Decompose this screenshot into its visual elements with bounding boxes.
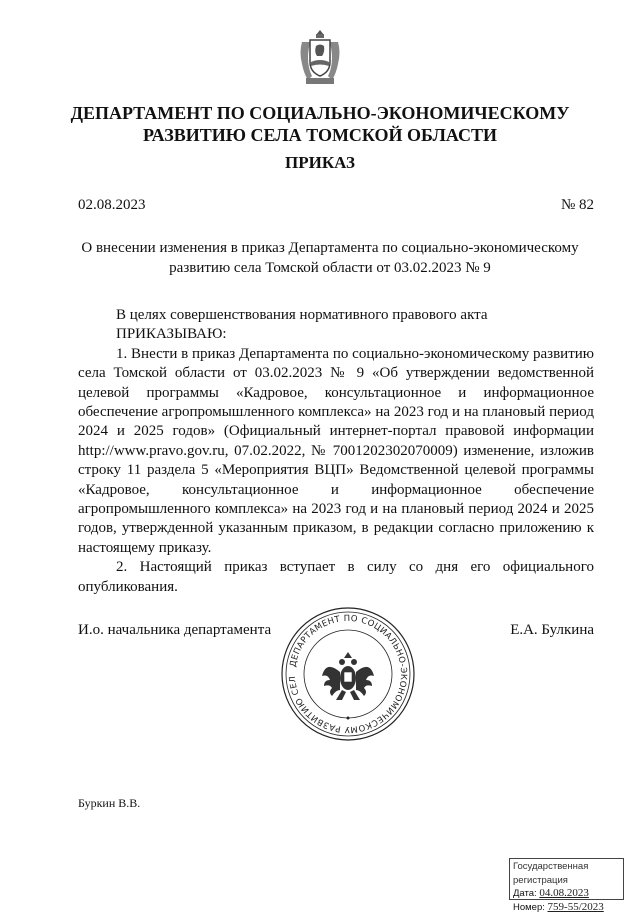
order-date: 02.08.2023 bbox=[78, 197, 146, 213]
document-type: ПРИКАЗ bbox=[285, 153, 355, 172]
subject-line2: развитию села Томской области от 03.02.2023 № 9 bbox=[169, 260, 491, 276]
registration-number: 759-55/2023 bbox=[547, 900, 604, 913]
registration-number-label: Номер: bbox=[513, 901, 545, 913]
subject-line1: О внесении изменения в приказ Департамента по социально-экономическому bbox=[81, 240, 579, 256]
registration-date-label: Дата: bbox=[513, 888, 537, 899]
body-item-1: 1. Внести в приказ Департамента по социально-экономическому развитию села Томской области от 03.02.2023 № 9 «Об утверждении ведомственной целевой программы «Кадровое, консультационное и информационное обеспечение агропромышленного комплекса» на 2023 год и на плановый период 2024 и 2025 годов» (Официальный интернет-портал правовой информации http://www.pravo.gov.ru, 07.02.2022, № 7001202302070009) изменение, изложив строку 11 раздела 5 «Мероприятия ВЦП» Ведомственной целевой программы «Кадровое, консультационное и информационное обеспечение агропромышленного комплекса» на 2023 год и на плановый период 2024 и 2025 годов, утвержденной указанным приказом, в редакции согласно приложению к настоящему приказу. bbox=[78, 345, 594, 556]
body-command: ПРИКАЗЫВАЮ: bbox=[116, 326, 227, 343]
registration-stamp bbox=[509, 858, 624, 913]
body-intro: В целях совершенствования нормативного правового акта bbox=[116, 307, 488, 323]
department-title-line1: ДЕПАРТАМЕНТ ПО СОЦИАЛЬНО-ЭКОНОМИЧЕСКОМУ bbox=[70, 103, 570, 123]
department-title-line2: РАЗВИТИЮ СЕЛА ТОМСКОЙ ОБЛАСТИ bbox=[142, 125, 498, 145]
signatory-name: Е.А. Булкина bbox=[510, 622, 594, 638]
order-number: № 82 bbox=[560, 197, 594, 213]
registration-title: Государственная регистрация bbox=[513, 861, 589, 886]
official-seal bbox=[280, 606, 416, 742]
signatory-position: И.о. начальника департамента bbox=[78, 622, 272, 638]
order-subject bbox=[70, 238, 590, 278]
body-item-2: 2. Настоящий приказ вступает в силу со дня его официального опубликования. bbox=[78, 559, 594, 595]
registration-date: 04.08.2023 bbox=[539, 887, 589, 899]
order-body bbox=[78, 306, 594, 597]
svg-text:ДЕПАРТАМЕНТ ПО СОЦИАЛЬНО-ЭКОНО: ДЕПАРТАМЕНТ ПО СОЦИАЛЬНО-ЭКОНОМИЧЕСКОМУ РАЗВИТИЮ СЕЛ bbox=[287, 613, 409, 735]
executor-name: Буркин В.В. bbox=[78, 796, 141, 810]
coat-of-arms-emblem bbox=[298, 28, 342, 88]
